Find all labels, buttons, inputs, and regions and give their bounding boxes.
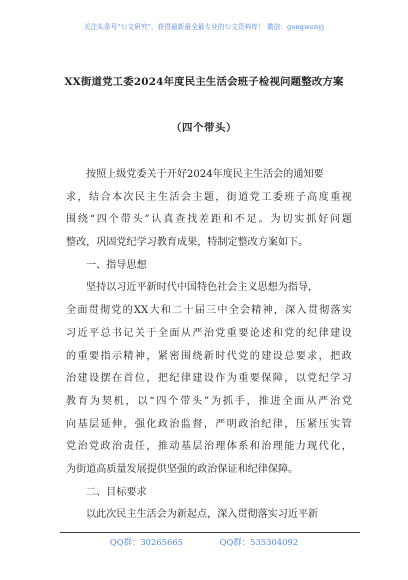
paragraph-line: 为街道高质量发展提供坚强的政治保证和纪律保障。 [66,463,299,475]
document-title: XX街道党工委2024年度民主生活会班子检视问题整改方案 [64,76,344,88]
paragraph-line: 围 绕 “ 四 个 带 头 ” 认 真 查 找 差 距 和 不 足 。 为 切 实 抓 好 问 题 [66,214,352,226]
footer [0,536,408,548]
section-heading: 一、指导思想 [86,259,147,271]
paragraph-line: 求 ， 结 合 本 次 民 主 生 活 会 主 题 ， 街 道 党 工 委 班 子 高 度 重 视 [66,191,352,203]
paragraph-line: 党 治 党 政 治 责 任 ， 推 动 基 层 治 理 体 系 和 治 理 能 力 现 代 化 ， [66,441,352,453]
paragraph-line: 坚持以习近平新时代中国特色社会主义思想为指导， [86,282,319,294]
paragraph-line: 全 面 贯 彻 党 的 XX 大 和 二 十 届 三 中 全 会 精 神 ， 深 入 贯 彻 落 实 [66,305,352,317]
document-body [66,164,352,527]
qq-group-1: QQ群：30265665 [109,537,183,547]
paragraph-line: 习 近 平 总 书 记 关 于 全 面 从 严 治 党 重 要 论 述 和 党 的 纪 律 建 设 [66,327,352,339]
paragraph-line: 按照上级党委关于开好2024年度民主生活会的通知要 [86,169,324,180]
paragraph-line: 整改，巩固党纪学习教育成果，特制定整改方案如下。 [66,237,309,249]
document-subtitle: （四个带头） [171,122,237,134]
paragraph-line: 向 基 层 延 伸 ， 强 化 政 治 监 督 ， 严 明 政 治 纪 律 ， 压 紧 压 实 管 [66,418,352,430]
header-banner: 关注头条号“公文研究”，获得最新最全最专业的公文资料库！ 微信：gongwenyj [83,23,325,31]
paragraph-line: 治 建 设 摆 在 首 位 ， 把 纪 律 建 设 作 为 重 要 保 障 ， 以 党 纪 学 习 [66,373,352,385]
paragraph-line: 教 育 为 契 机 ， 以 “ 四 个 带 头 ” 为 抓 手 ， 推 进 全 面 从 严 治 党 [66,395,352,407]
paragraph-line: 以此次民主生活会为新起点，深入贯彻落实习近平新 [86,509,319,521]
section-heading: 二、目标要求 [86,486,147,498]
paragraph-line: 的 重 要 指 示 精 神 ， 紧 密 围 绕 新 时 代 党 的 建 设 总 要 求 ， 把 政 [66,350,352,362]
qq-group-2: QQ群：535304092 [219,537,299,547]
footer-divider [60,532,360,533]
